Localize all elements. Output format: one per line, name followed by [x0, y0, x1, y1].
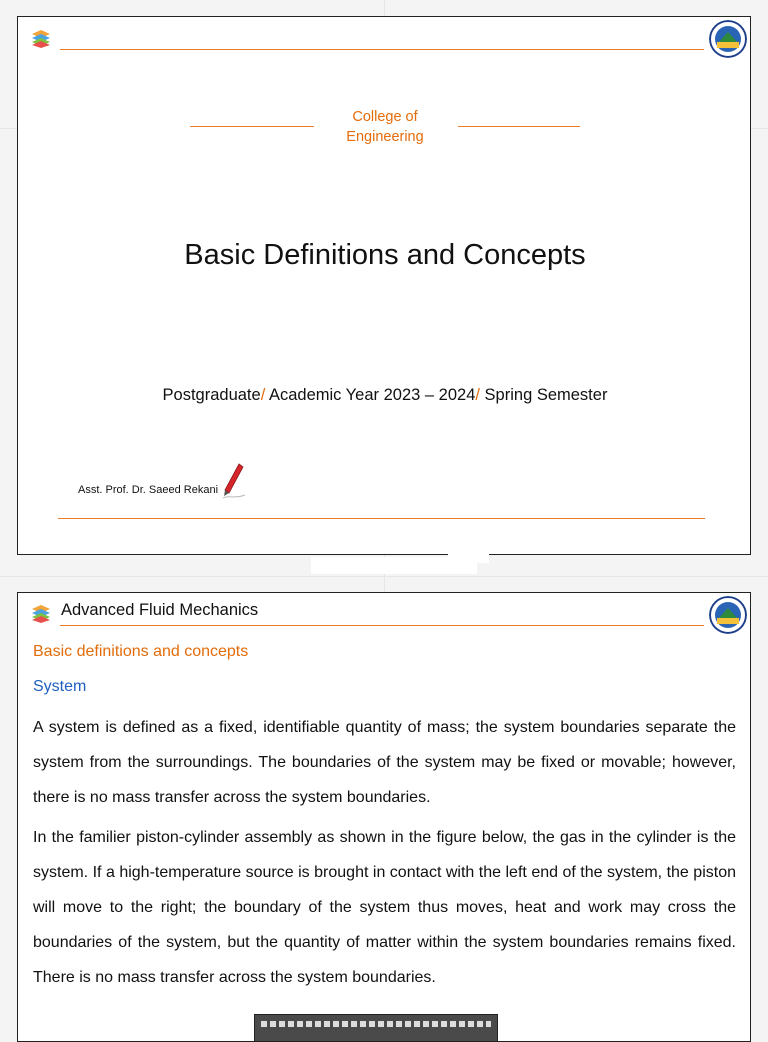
university-seal-icon — [709, 20, 747, 58]
books-logo-icon — [30, 27, 52, 49]
program-level: Postgraduate — [162, 386, 261, 404]
books-logo-icon — [30, 602, 52, 624]
semester: Spring Semester — [479, 386, 608, 404]
paragraph-definition: A system is defined as a fixed, identifiable quantity of mass; the system boundaries separate the system from the surroundings. The boundaries of the system may be fixed or movable; however, there is no mass transfer across the system boundaries. — [33, 719, 736, 806]
separator: / — [260, 386, 266, 404]
slide-title: Basic Definitions and Concepts — [184, 239, 586, 271]
header-rule — [60, 49, 704, 50]
piston-cylinder-figure — [254, 1014, 498, 1042]
academic-year: Academic Year 2023 – 2024 — [265, 386, 476, 404]
figure-hatching — [261, 1021, 491, 1027]
college-line-2: Engineering — [346, 129, 424, 145]
content-slide — [17, 592, 751, 1042]
course-title: Advanced Fluid Mechanics — [61, 601, 259, 619]
university-seal-icon — [709, 596, 747, 634]
title-slide — [17, 16, 751, 555]
paragraph-example: In the familier piston-cylinder assembly as shown in the figure below, the gas in the cylinder is the system. If a high-temperature source is brought in contact with the left end of the system, the piston will move to the right; the boundary of the system thus moves, heat and work may cross the boundaries of the system, but the quantity of matter within the system boundaries remains fixed. There is no mass transfer across the system boundaries. — [33, 829, 736, 986]
course-info — [18, 386, 752, 405]
subsection-heading: System — [33, 678, 87, 695]
author-name: Asst. Prof. Dr. Saeed Rekani — [78, 484, 219, 496]
blank-tab — [311, 557, 477, 574]
header-rule — [60, 625, 704, 626]
pencil-icon — [221, 462, 247, 500]
section-heading: Basic definitions and concepts — [33, 643, 249, 660]
college-line-1: College of — [352, 109, 418, 125]
footer-rule — [58, 518, 705, 519]
college-name — [18, 107, 752, 147]
separator: / — [475, 386, 480, 404]
